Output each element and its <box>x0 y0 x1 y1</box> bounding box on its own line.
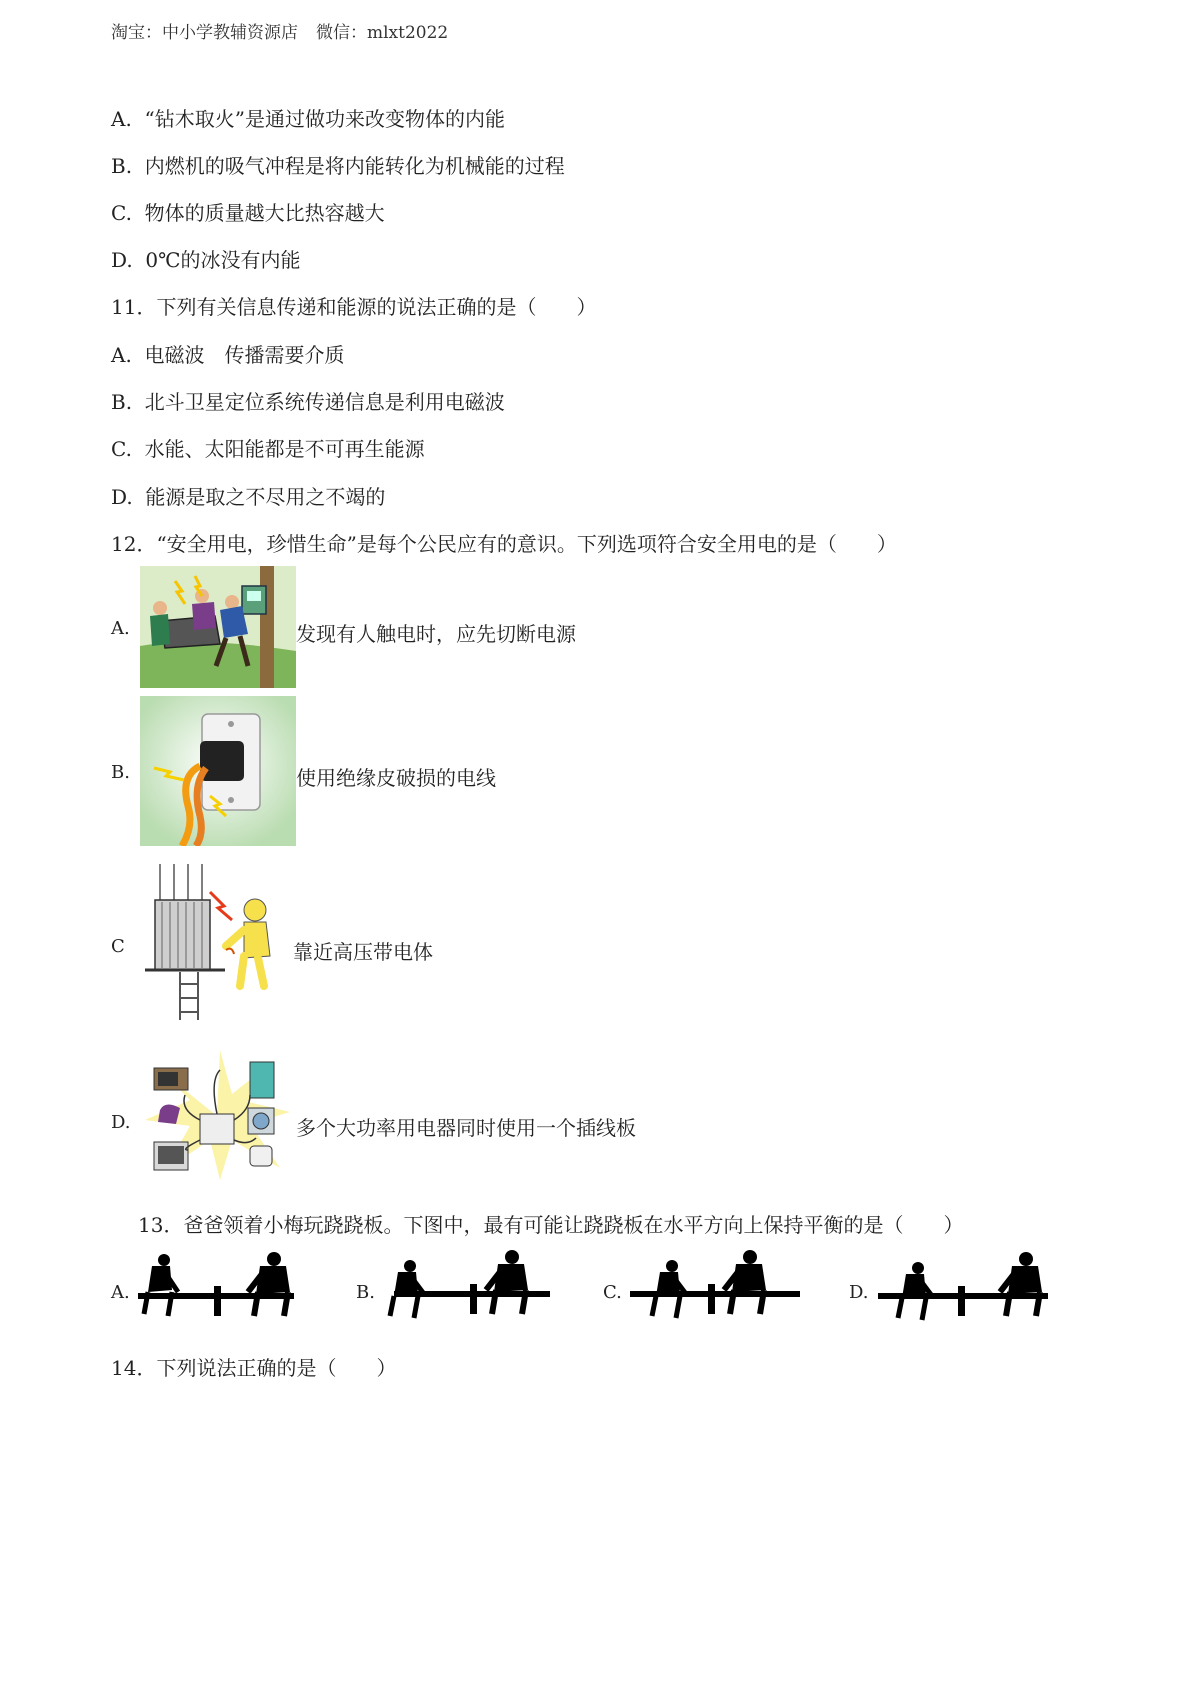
damaged-wire-socket-illustration <box>140 696 296 846</box>
q11-stem: 11．下列有关信息传递和能源的说法正确的是（ ） <box>111 295 597 319</box>
q13-option-d-label: D. <box>849 1282 869 1303</box>
option-label: C. <box>111 437 132 461</box>
option-label: A. <box>111 107 132 131</box>
header-contact: 微信：mlxt2022 <box>316 23 449 43</box>
option-text: 内燃机的吸气冲程是将内能转化为机械能的过程 <box>144 154 565 178</box>
q12-option-c-label: C <box>111 936 125 957</box>
electric-shock-rescue-illustration <box>140 566 296 688</box>
q10-option-c <box>111 197 385 226</box>
q12-option-b-text: 使用绝缘皮破损的电线 <box>296 766 496 790</box>
q13-option-c-label: C. <box>603 1282 622 1303</box>
q13-option-a-label: A. <box>111 1282 130 1303</box>
option-text: 能源是取之不尽用之不竭的 <box>145 485 386 509</box>
q14-stem: 14．下列说法正确的是（ ） <box>111 1356 397 1380</box>
high-voltage-transformer-illustration <box>140 862 290 1022</box>
page-header <box>111 18 448 43</box>
q12-option-a-label: A. <box>111 618 130 639</box>
q10-option-b <box>111 150 565 179</box>
option-label: B. <box>111 154 133 178</box>
q11-option-c <box>111 433 425 462</box>
option-text: 水能、太阳能都是不可再生能源 <box>144 437 425 461</box>
option-label: A. <box>111 343 132 367</box>
option-label: D. <box>111 485 133 509</box>
seesaw-option-a-figure <box>138 1252 308 1322</box>
q12-option-b-label: B. <box>111 762 130 783</box>
q13-stem: 13．爸爸领着小梅玩跷跷板。下图中，最有可能让跷跷板在水平方向上保持平衡的是（ ） <box>138 1213 964 1237</box>
q11-option-b <box>111 386 505 415</box>
option-text: 0℃的冰没有内能 <box>145 248 301 272</box>
q10-option-d <box>111 244 301 273</box>
option-label: B. <box>111 390 133 414</box>
option-text: “钻木取火”是通过做功来改变物体的内能 <box>144 107 505 131</box>
option-label: D. <box>111 248 133 272</box>
q10-option-a <box>111 103 505 132</box>
q11-option-a <box>111 339 345 368</box>
q13-option-b-label: B. <box>356 1282 375 1303</box>
option-text: 北斗卫星定位系统传递信息是利用电磁波 <box>144 390 505 414</box>
q12-option-d-label: D. <box>111 1112 131 1133</box>
overloaded-power-strip-illustration <box>140 1050 294 1182</box>
q12-stem: 12．“安全用电，珍惜生命”是每个公民应有的意识。下列选项符合安全用电的是（ ） <box>111 532 897 556</box>
header-source: 淘宝：中小学教辅资源店 <box>111 23 298 43</box>
option-label: C. <box>111 201 132 225</box>
option-text: 物体的质量越大比热容越大 <box>144 201 385 225</box>
option-text: 电磁波 传播需要介质 <box>144 343 345 367</box>
q12-option-c-text: 靠近高压带电体 <box>293 940 433 964</box>
q11-option-d <box>111 481 385 510</box>
q12-option-a-text: 发现有人触电时，应先切断电源 <box>296 622 576 646</box>
q12-option-d-text: 多个大功率用电器同时使用一个插线板 <box>296 1116 636 1140</box>
seesaw-option-d-figure <box>878 1252 1048 1322</box>
seesaw-option-c-figure <box>630 1250 800 1320</box>
seesaw-option-b-figure <box>384 1250 554 1320</box>
